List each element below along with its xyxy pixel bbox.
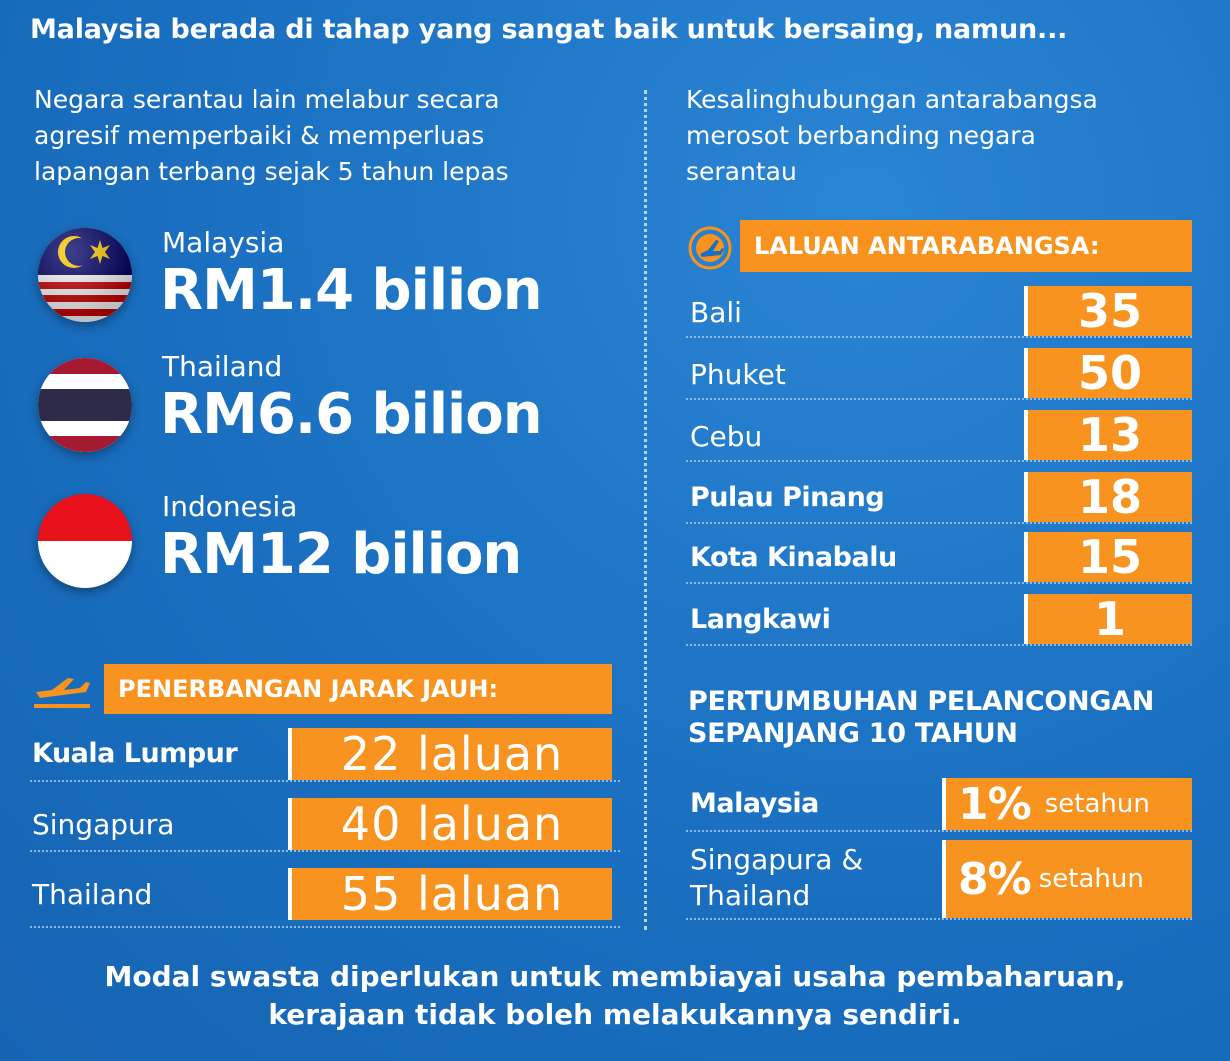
plane-takeoff-icon [32, 666, 94, 710]
investment-country: Indonesia [162, 490, 298, 523]
row-label: Phuket [690, 358, 786, 391]
left-intro-line: Negara serantau lain melabur secara [34, 85, 500, 114]
left-intro [34, 82, 634, 190]
growth-value [942, 840, 1192, 918]
table-row [686, 410, 1192, 462]
right-intro-line: merosot berbanding negara [686, 121, 1036, 150]
row-value: 55 laluan [288, 868, 612, 920]
growth-label: Malaysia [690, 788, 819, 819]
footer-line: Modal swasta diperlukan untuk membiayai usaha pembaharuan, [104, 960, 1126, 993]
table-row [686, 348, 1192, 400]
row-label: Kuala Lumpur [32, 738, 238, 769]
table-row [686, 286, 1192, 338]
left-intro-line: agresif memperbaiki & memperluas [34, 121, 485, 150]
row-label: Cebu [690, 420, 763, 453]
growth-label [690, 842, 863, 914]
table-row [686, 532, 1192, 584]
investment-amount: RM6.6 bilion [160, 382, 542, 447]
growth-row [686, 778, 1192, 832]
row-label: Thailand [32, 878, 153, 911]
row-value: 15 [1024, 532, 1192, 582]
row-label: Langkawi [690, 604, 831, 635]
growth-unit: setahun [1038, 864, 1144, 894]
row-value: 18 [1024, 472, 1192, 522]
row-value: 35 [1024, 286, 1192, 336]
thailand-flag-icon [38, 358, 132, 452]
row-value: 1 [1024, 594, 1192, 644]
left-intro-line: lapangan terbang sejak 5 tahun lepas [34, 157, 509, 186]
row-label: Singapura [32, 808, 175, 841]
table-row [30, 868, 620, 928]
table-row [30, 798, 620, 852]
row-value: 40 laluan [288, 798, 612, 850]
globe-plane-icon [686, 224, 734, 272]
investment-country: Thailand [162, 350, 283, 383]
row-label: Kota Kinabalu [690, 542, 897, 573]
growth-value [942, 778, 1192, 830]
row-label: Bali [690, 296, 742, 329]
row-value: 50 [1024, 348, 1192, 398]
malaysia-flag-icon [38, 228, 132, 322]
right-intro-line: serantau [686, 157, 797, 186]
table-row [30, 728, 620, 782]
investment-amount: RM1.4 bilion [160, 258, 542, 323]
table-row [686, 594, 1192, 646]
row-label: Pulau Pinang [690, 482, 885, 513]
growth-title [688, 686, 1208, 750]
table-row [686, 472, 1192, 524]
intl-title: LALUAN ANTARABANGSA: [740, 220, 1192, 272]
investment-country: Malaysia [162, 226, 285, 259]
right-intro-line: Kesalinghubungan antarabangsa [686, 85, 1098, 114]
right-intro [686, 82, 1206, 190]
growth-title-line: PERTUMBUHAN PELANCONGAN [688, 686, 1155, 717]
footer-line: kerajaan tidak boleh melakukannya sendiri. [268, 998, 962, 1031]
growth-label-line: Singapura & [690, 843, 864, 876]
headline: Malaysia berada di tahap yang sangat baik untuk bersaing, namun... [30, 14, 1068, 45]
row-value: 22 laluan [288, 728, 612, 780]
indonesia-flag-icon [38, 494, 132, 588]
growth-percent: 1% [958, 778, 1031, 830]
growth-unit: setahun [1044, 789, 1150, 819]
row-value: 13 [1024, 410, 1192, 460]
growth-percent: 8% [958, 853, 1031, 905]
footer [0, 958, 1230, 1034]
growth-label-line: Thailand [690, 879, 811, 912]
investment-amount: RM12 bilion [160, 522, 522, 587]
column-divider [644, 90, 647, 930]
growth-row [686, 840, 1192, 920]
longhaul-title: PENERBANGAN JARAK JAUH: [104, 664, 612, 714]
growth-title-line: SEPANJANG 10 TAHUN [688, 718, 1018, 749]
